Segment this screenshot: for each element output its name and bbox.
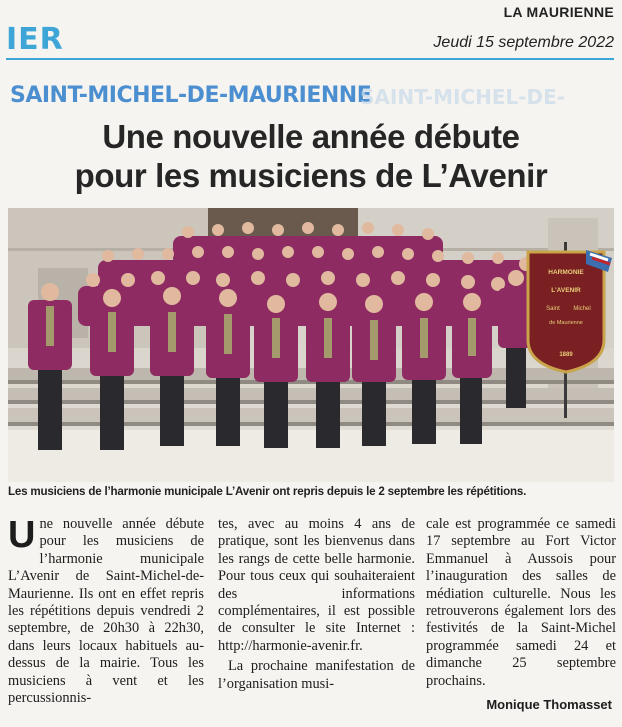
column-2-paragraph-2: La prochaine manifestation de l’organisation musi- [218,658,415,692]
column-2-paragraph-1: tes, avec au moins 4 ans de pratique, sont les bienvenus dans les rangs de cette belle harmonie. Pour tous ceux qui souhaiteraient des informations complémentaires, il est possible de consulter le site Internet : http://harmonie-avenir.fr. [218,516,415,654]
column-1-text: ne nouvelle année débute pour les musiciens de l’harmonie municipale L’Avenir de Saint-Michel-de-Maurienne. Ils ont en effet repris les répétitions depuis vendredi 2 septembre, de 20h30 à 22h30, dans leurs locaux habituels au-dessus de la mairie. Tous les musiciens à vent et les percussionnis- [8,516,204,707]
banner-line-1: HARMONIE [548,269,584,276]
drop-cap: U [8,514,36,556]
band-photo [8,208,614,482]
header-rule [6,58,614,60]
location-kicker: SAINT-MICHEL-DE-MAURIENNE [10,83,372,108]
headline-line-1: Une nouvelle année débute [102,118,520,155]
banner-line-3: Saint [546,306,560,312]
banner-line-2: L’AVENIR [551,287,581,294]
newspaper-name: LA MAURIENNE [503,4,614,20]
bleed-through-text: SAINT-MICHEL-DE- [360,85,566,109]
issue-date: Jeudi 15 septembre 2022 [433,34,614,51]
article-column-1 [8,516,204,707]
section-header-fragment: IER [6,22,64,57]
column-3-text: cale est programmée ce samedi 17 septembre au Fort Victor Emmanuel à Aussois pour l’inauguration des salles de médiation culturelle. Nous les retrouverons également lors des festivités de la Saint-Michel programmée samedi 24 et dimanche 25 septembre prochains. [426,516,616,689]
photo-caption: Les musiciens de l’harmonie municipale L’Avenir ont repris depuis le 2 septembre les répétitions. [8,485,527,498]
banner-line-5: de Maurienne [549,320,583,326]
headline-line-2: pour les musiciens de L’Avenir [74,157,548,194]
article-column-3 [426,516,616,690]
band-photo-illustration [8,208,614,482]
article-column-2 [218,516,415,693]
author-byline: Monique Thomasset [486,697,612,712]
banner-line-4: Michel [573,306,591,312]
banner-year: 1889 [559,352,573,358]
headline [20,117,602,195]
